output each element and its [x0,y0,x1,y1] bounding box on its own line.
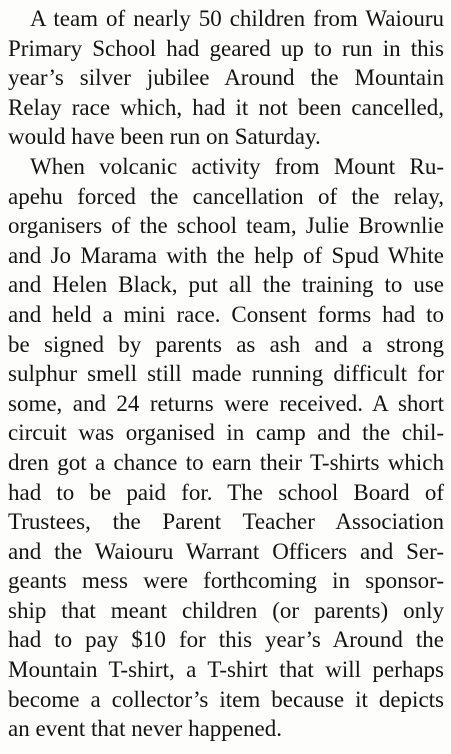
text-line: and held a mini race. Consent forms had to [8,301,444,327]
text-line: organisers of the school team, Julie Brownlie [8,213,444,239]
text-line: geants mess were forthcoming in sponsor- [8,568,444,594]
text-line: dren got a chance to earn their T-shirts which [8,449,444,475]
text-line: be signed by parents as ash and a strong [8,331,444,357]
text-line: some, and 24 returns were received. A short [8,390,444,416]
text-line: an event that never happened. [8,716,282,742]
text-line: circuit was organised in camp and the chil- [8,420,444,446]
text-line: When volcanic activity from Mount Ru- [30,153,444,179]
text-line: A team of nearly 50 children from Waiouru [30,6,444,31]
text-line: Trustees, the Parent Teacher Association [8,509,444,535]
text-line: had to pay $10 for this year’s Around the [8,627,444,653]
text-line: Primary School had geared up to run in this [8,35,444,61]
paragraph-1 [8,4,444,152]
text-line: would have been run on Saturday. [8,124,321,150]
text-line: sulphur smell still made running difficult for [8,361,444,387]
text-line: Mountain T-shirt, a T-shirt that will perhaps [8,657,444,683]
text-line: become a collector’s item because it depicts [8,686,444,712]
paragraph-2 [8,152,444,744]
text-line: year’s silver jubilee Around the Mountain [8,65,444,91]
text-line: had to be paid for. The school Board of [8,479,444,505]
text-line: Relay race which, had it not been cancelled, [8,94,444,120]
text-line: and Jo Marama with the help of Spud White [8,242,444,268]
text-line: ship that meant children (or parents) only [8,597,444,623]
text-line: and the Waiouru Warrant Officers and Ser- [8,538,444,564]
text-line: and Helen Black, put all the training to use [8,272,444,298]
text-line: apehu forced the cancellation of the relay, [8,183,444,209]
article-column [8,4,444,744]
